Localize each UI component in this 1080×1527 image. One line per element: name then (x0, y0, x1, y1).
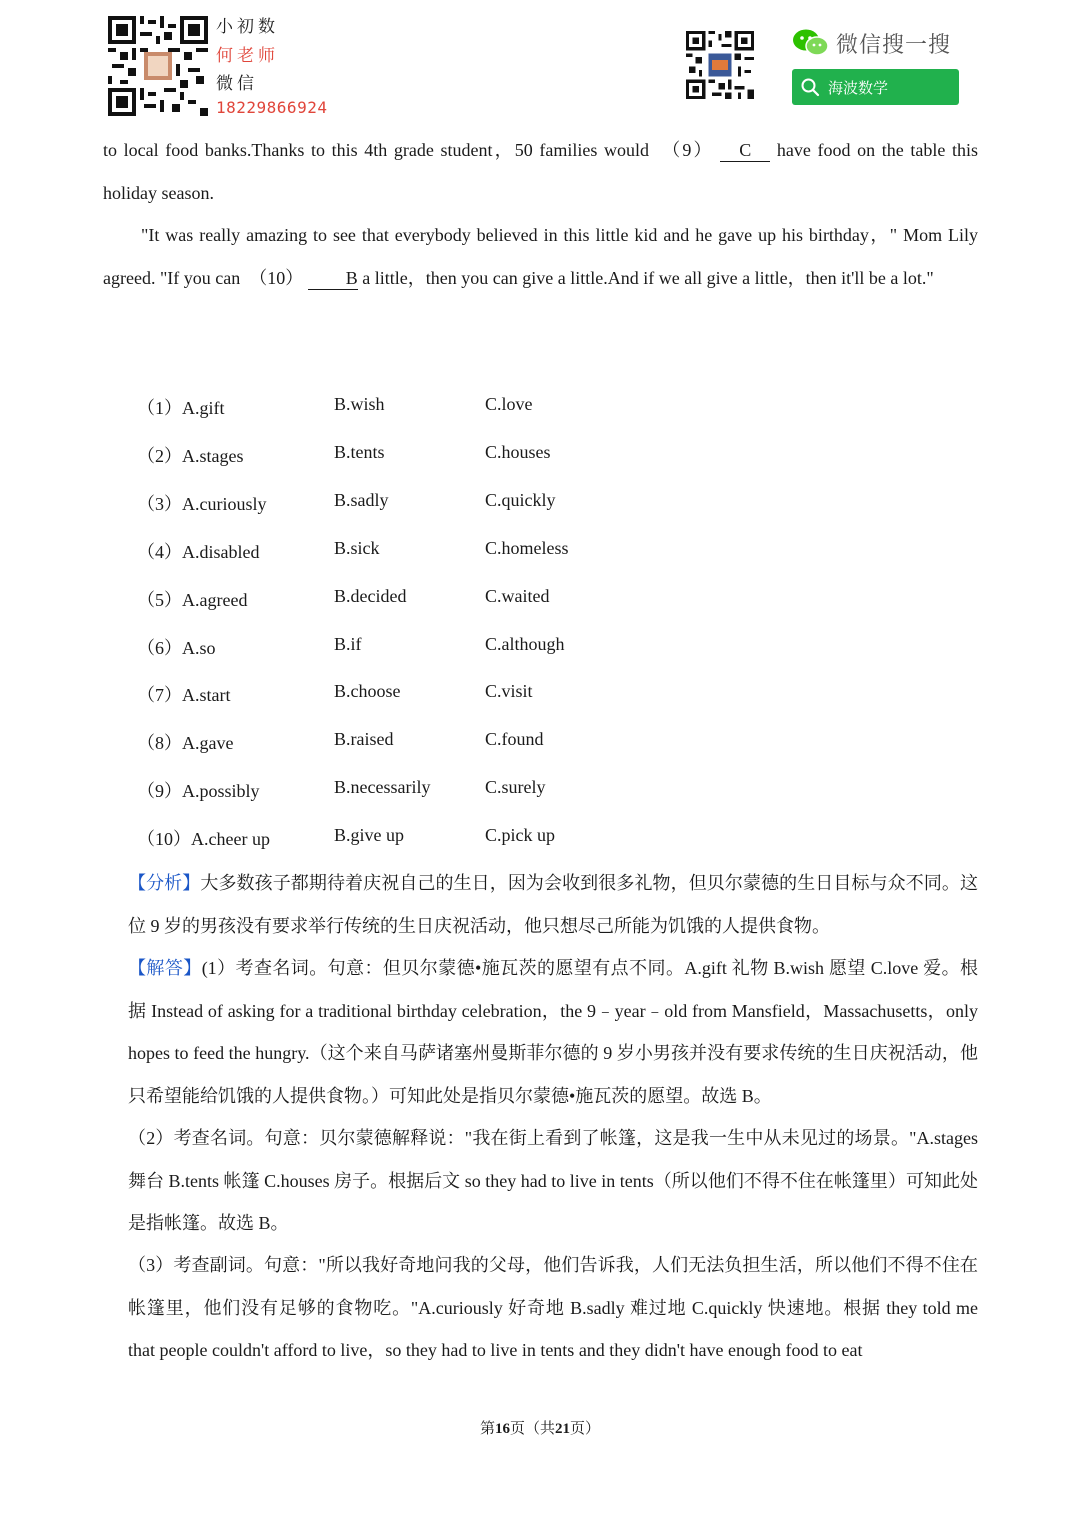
option-number: （4） (137, 541, 182, 562)
passage-text: to local food banks.Thanks to this 4th grade student，50 families would （9） (103, 140, 714, 160)
option-a: A.disabled (182, 541, 260, 562)
option-number: （9） (137, 781, 182, 802)
option-number: （6） (137, 637, 182, 658)
option-a: A.gave (182, 733, 234, 754)
option-number: （7） (137, 685, 182, 706)
answer-text-q1: (1）考查名词。句意：但贝尔蒙德•施瓦茨的愿望有点不同。A.gift 礼物 B.wish 愿望 C.love 爱。根据 Instead of asking for a traditional birthday celebration，the 9﹣year﹣old from Mansfield，Massachusetts，only hopes to feed the hungry.（这个来自马萨诸塞州曼斯菲尔德的 9 岁小男孩并没有要求传统的生日庆祝活动，他只希望能给饥饿的人提供食物。）可知此处是指贝尔蒙德•施瓦茨的愿望。故选 B。 (128, 958, 978, 1106)
option-a: A.cheer up (191, 829, 270, 850)
option-number-and-a (137, 634, 216, 660)
passage-paragraph-1 (103, 129, 978, 214)
passage-text: a little，then you can give a little.And if we all give a little，then it'll be a lot." (362, 267, 934, 288)
option-a: A.possibly (182, 781, 260, 802)
footer-prefix: 第 (479, 1421, 495, 1437)
qr-code-right (686, 31, 754, 99)
option-b: B.raised (334, 729, 394, 750)
answer-section-q1 (128, 947, 978, 1117)
option-number: （8） (137, 733, 182, 754)
option-c: C.although (485, 633, 565, 654)
option-c: C.visit (485, 681, 533, 702)
option-number: （1） (137, 398, 182, 418)
option-a: A.agreed (182, 589, 248, 610)
option-number-and-a (137, 729, 233, 755)
option-b: B.if (334, 633, 362, 654)
option-c: C.quickly (485, 489, 556, 510)
option-b: B.sick (334, 537, 380, 558)
option-b: B.sadly (334, 489, 389, 510)
option-number: （2） (137, 445, 182, 466)
option-a: A.curiously (182, 493, 267, 514)
passage-text: have food on the table this holiday season. (103, 140, 979, 203)
option-c: C.waited (485, 585, 550, 606)
passage-text: "It was really amazing to see that everybody believed in this little kid and he gave up his birthday，" Mom Lily agreed. "If you can （10） (103, 225, 978, 288)
header-phone-number: 18229866924 (216, 98, 328, 117)
qr-code-left (108, 16, 208, 116)
answer-text-q3: （3）考查副词。句意："所以我好奇地问我的父母，他们告诉我，人们无法负担生活，所以他们不得不住在帐篷里，他们没有足够的食物吃。"A.curiously 好奇地 B.sadly 难过地 C.quickly 快速地。根据 they told me that people couldn't afford to live，so they had to live in tents and they didn't have enough food to eat (128, 1255, 978, 1360)
answer-section-q2 (128, 1117, 978, 1245)
option-a: A.stages (182, 445, 244, 466)
option-c: C.homeless (485, 537, 569, 558)
passage-paragraph-2 (103, 214, 978, 299)
search-icon (800, 77, 820, 97)
option-b: B.necessarily (334, 777, 431, 798)
answer-text-q2: （2）考查名词。句意：贝尔蒙德解释说："我在街上看到了帐篷，这是我一生中从未见过的场景。"A.stages 舞台 B.tents 帐篷 C.houses 房子。根据后文 so they had to live in tents（所以他们不得不住在帐篷里）可知此处是指帐篷。故选 B。 (128, 1128, 978, 1233)
option-b: B.tents (334, 441, 385, 462)
answer-blank-9: C (720, 139, 770, 162)
option-c: C.found (485, 729, 544, 750)
answer-section-q3 (128, 1244, 978, 1372)
wechat-logo-icon (792, 28, 830, 63)
analysis-section (128, 862, 978, 947)
option-c: C.love (485, 394, 533, 414)
option-c: C.pick up (485, 825, 555, 846)
header-label-teacher: 何老师 (216, 46, 279, 66)
option-number: （3） (137, 493, 182, 514)
option-b: B.decided (334, 585, 407, 606)
wechat-search-button-label: 海波数学 (828, 78, 889, 97)
option-c: C.houses (485, 441, 551, 462)
option-a: A.start (182, 685, 231, 706)
option-number-and-a (137, 394, 225, 420)
option-b: B.wish (334, 394, 385, 414)
footer-mid: 页（共 (509, 1421, 555, 1437)
wechat-search-title: 微信搜一搜 (836, 33, 952, 58)
option-b: B.choose (334, 681, 401, 702)
analysis-label: 【分析】 (128, 873, 201, 893)
footer-suffix: 页） (570, 1421, 601, 1437)
option-b: B.give up (334, 825, 404, 846)
option-number-and-a (137, 490, 267, 516)
option-a: A.so (182, 637, 216, 658)
wechat-search-button[interactable] (792, 69, 959, 105)
option-number-and-a (137, 825, 270, 851)
option-number-and-a (137, 538, 259, 564)
analysis-text: 大多数孩子都期待着庆祝自己的生日，因为会收到很多礼物，但贝尔蒙德的生日目标与众不同。这位 9 岁的男孩没有要求举行传统的生日庆祝活动，他只想尽己所能为饥饿的人提供食物。 (128, 873, 979, 936)
footer-page-number: 16 (494, 1421, 510, 1437)
option-number: （5） (137, 589, 182, 610)
option-number-and-a (137, 777, 260, 803)
option-number-and-a (137, 681, 231, 707)
answer-label: 【解答】 (128, 958, 202, 978)
option-number-and-a (137, 586, 247, 612)
option-c: C.surely (485, 777, 546, 798)
footer-total-pages: 21 (555, 1421, 570, 1437)
option-number-and-a (137, 442, 244, 468)
header-label-grade: 小初数 (216, 17, 279, 37)
answer-blank-10: B (308, 267, 358, 290)
header-label-wechat: 微信 (216, 74, 258, 94)
option-a: A.gift (182, 398, 225, 418)
page-footer (0, 1417, 1080, 1438)
option-number: （10） (137, 829, 191, 850)
